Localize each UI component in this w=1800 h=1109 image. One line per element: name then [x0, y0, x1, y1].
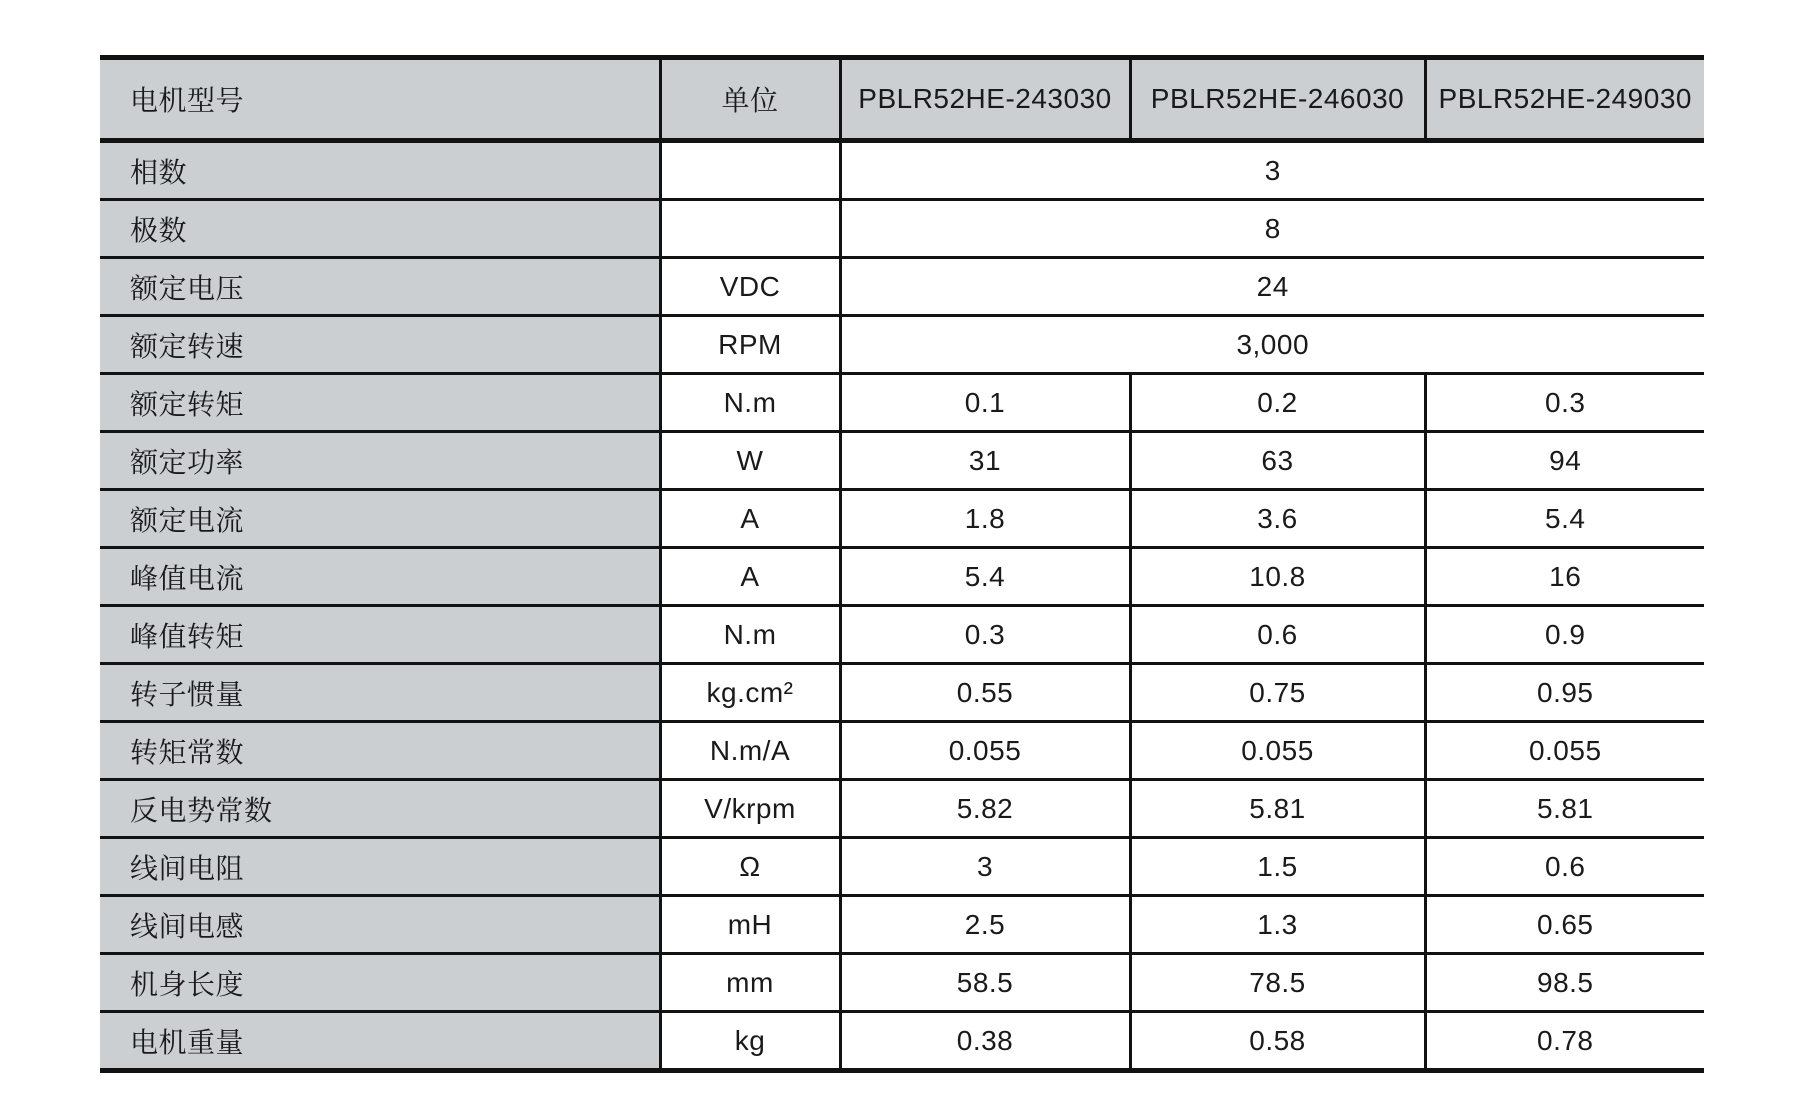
value-cell: 98.5	[1425, 954, 1704, 1012]
row-label: 反电势常数	[100, 780, 660, 838]
spec-row-rated-speed	[100, 316, 1704, 374]
value-cell: 3	[840, 838, 1130, 896]
value-cell: 0.3	[1425, 374, 1704, 432]
value-cell: 78.5	[1130, 954, 1425, 1012]
merged-value-cell: 8	[840, 200, 1704, 258]
spec-row-motor-weight	[100, 1012, 1704, 1071]
value-cell: 0.78	[1425, 1012, 1704, 1071]
spec-row-poles	[100, 200, 1704, 258]
unit-cell: W	[660, 432, 840, 490]
row-label: 额定电压	[100, 258, 660, 316]
value-cell: 0.055	[1425, 722, 1704, 780]
merged-value-cell: 24	[840, 258, 1704, 316]
unit-cell	[660, 141, 840, 200]
value-cell: 0.1	[840, 374, 1130, 432]
unit-cell: N.m	[660, 374, 840, 432]
unit-cell: kg	[660, 1012, 840, 1071]
spec-row-rotor-inertia	[100, 664, 1704, 722]
row-label: 额定转矩	[100, 374, 660, 432]
spec-row-rated-power	[100, 432, 1704, 490]
value-cell: 5.4	[840, 548, 1130, 606]
header-unit-label: 单位	[660, 58, 840, 141]
row-label: 转子惯量	[100, 664, 660, 722]
value-cell: 0.6	[1425, 838, 1704, 896]
unit-cell: mm	[660, 954, 840, 1012]
unit-cell: VDC	[660, 258, 840, 316]
value-cell: 0.38	[840, 1012, 1130, 1071]
value-cell: 16	[1425, 548, 1704, 606]
value-cell: 3.6	[1130, 490, 1425, 548]
value-cell: 0.055	[1130, 722, 1425, 780]
value-cell: 0.75	[1130, 664, 1425, 722]
value-cell: 0.95	[1425, 664, 1704, 722]
value-cell: 31	[840, 432, 1130, 490]
value-cell: 10.8	[1130, 548, 1425, 606]
row-label: 电机重量	[100, 1012, 660, 1071]
value-cell: 5.81	[1425, 780, 1704, 838]
unit-cell: V/krpm	[660, 780, 840, 838]
spec-row-peak-torque	[100, 606, 1704, 664]
value-cell: 0.55	[840, 664, 1130, 722]
value-cell: 1.5	[1130, 838, 1425, 896]
unit-cell: mH	[660, 896, 840, 954]
row-label: 额定转速	[100, 316, 660, 374]
unit-cell: RPM	[660, 316, 840, 374]
spec-row-rated-current	[100, 490, 1704, 548]
spec-row-line-inductance	[100, 896, 1704, 954]
value-cell: 0.055	[840, 722, 1130, 780]
spec-row-peak-current	[100, 548, 1704, 606]
spec-row-rated-voltage	[100, 258, 1704, 316]
value-cell: 5.82	[840, 780, 1130, 838]
header-row	[100, 58, 1704, 141]
unit-cell: A	[660, 490, 840, 548]
value-cell: 5.4	[1425, 490, 1704, 548]
row-label: 线间电感	[100, 896, 660, 954]
value-cell: 1.3	[1130, 896, 1425, 954]
row-label: 机身长度	[100, 954, 660, 1012]
value-cell: 94	[1425, 432, 1704, 490]
row-label: 线间电阻	[100, 838, 660, 896]
header-model-246030: PBLR52HE-246030	[1130, 58, 1425, 141]
spec-row-torque-constant	[100, 722, 1704, 780]
spec-row-phases	[100, 141, 1704, 200]
value-cell: 58.5	[840, 954, 1130, 1012]
value-cell: 0.65	[1425, 896, 1704, 954]
value-cell: 0.3	[840, 606, 1130, 664]
merged-value-cell: 3	[840, 141, 1704, 200]
motor-spec-table	[100, 55, 1704, 1073]
header-model-243030: PBLR52HE-243030	[840, 58, 1130, 141]
spec-row-line-resistance	[100, 838, 1704, 896]
spec-row-rated-torque	[100, 374, 1704, 432]
unit-cell: N.m	[660, 606, 840, 664]
unit-cell: kg.cm²	[660, 664, 840, 722]
value-cell: 63	[1130, 432, 1425, 490]
row-label: 峰值转矩	[100, 606, 660, 664]
spec-row-back-emf-constant	[100, 780, 1704, 838]
value-cell: 5.81	[1130, 780, 1425, 838]
row-label: 相数	[100, 141, 660, 200]
row-label: 转矩常数	[100, 722, 660, 780]
unit-cell	[660, 200, 840, 258]
merged-value-cell: 3,000	[840, 316, 1704, 374]
header-model-label: 电机型号	[100, 58, 660, 141]
row-label: 峰值电流	[100, 548, 660, 606]
value-cell: 0.6	[1130, 606, 1425, 664]
unit-cell: N.m/A	[660, 722, 840, 780]
value-cell: 0.9	[1425, 606, 1704, 664]
header-model-249030: PBLR52HE-249030	[1425, 58, 1704, 141]
unit-cell: A	[660, 548, 840, 606]
value-cell: 0.58	[1130, 1012, 1425, 1071]
row-label: 额定电流	[100, 490, 660, 548]
row-label: 极数	[100, 200, 660, 258]
value-cell: 0.2	[1130, 374, 1425, 432]
spec-row-body-length	[100, 954, 1704, 1012]
value-cell: 2.5	[840, 896, 1130, 954]
unit-cell: Ω	[660, 838, 840, 896]
row-label: 额定功率	[100, 432, 660, 490]
value-cell: 1.8	[840, 490, 1130, 548]
